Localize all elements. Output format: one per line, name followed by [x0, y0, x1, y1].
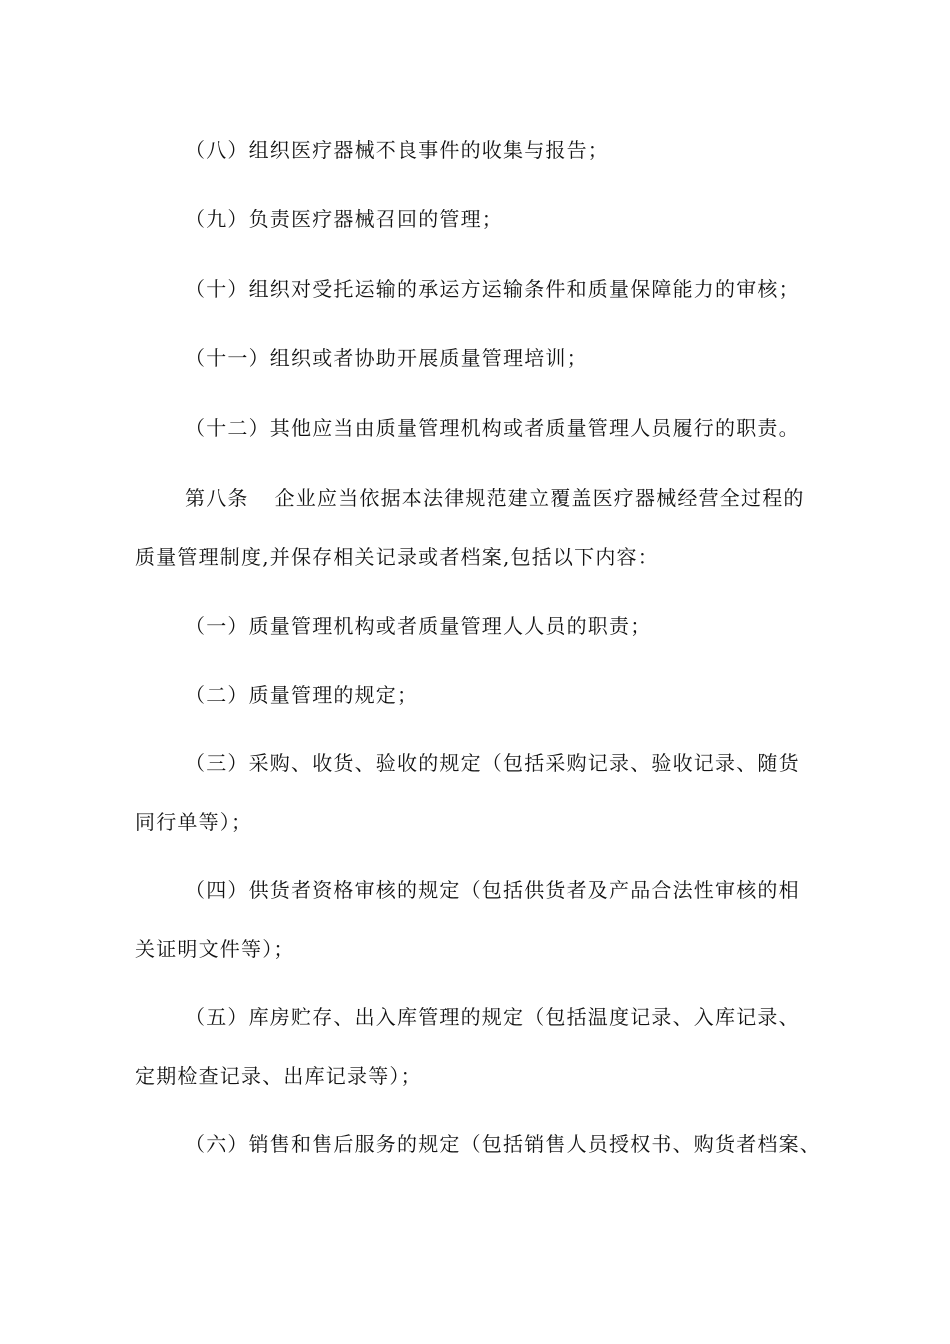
- clause-11-line: （十一）组织或者协助开展质量管理培训；: [185, 346, 588, 370]
- clause-8-line: （八）组织医疗器械不良事件的收集与报告；: [185, 138, 609, 162]
- clause-12-line: （十二）其他应当由质量管理机构或者质量管理人员履行的职责。: [185, 416, 800, 440]
- item-6-line1: （六）销售和售后服务的规定（包括销售人员授权书、购货者档案、: [185, 1132, 821, 1156]
- item-4-line1: （四）供货者资格审核的规定（包括供货者及产品合法性审核的相: [185, 878, 800, 902]
- article-text-line2: 质量管理制度,并保存相关记录或者档案,包括以下内容：: [135, 545, 659, 569]
- item-3-line1: （三）采购、收货、验收的规定（包括采购记录、验收记录、随货: [185, 751, 800, 775]
- article-text-line1: 企业应当依据本法律规范建立覆盖医疗器械经营全过程的: [274, 486, 805, 510]
- item-2-line: （二）质量管理的规定；: [185, 683, 419, 707]
- item-3-line2: 同行单等）；: [135, 810, 253, 834]
- clause-10-line: （十）组织对受托运输的承运方运输条件和质量保障能力的审核；: [185, 277, 800, 301]
- article-number: 第八条: [185, 486, 249, 510]
- item-5-line2: 定期检查记录、出库记录等）；: [135, 1064, 422, 1088]
- clause-9-line: （九）负责医疗器械召回的管理；: [185, 207, 503, 231]
- item-5-line1: （五）库房贮存、出入库管理的规定（包括温度记录、入库记录、: [185, 1005, 800, 1029]
- item-1-line: （一）质量管理机构或者质量管理人人员的职责；: [185, 614, 652, 638]
- item-4-line2: 关证明文件等）；: [135, 937, 295, 961]
- article-8-line: [0, 478, 950, 518]
